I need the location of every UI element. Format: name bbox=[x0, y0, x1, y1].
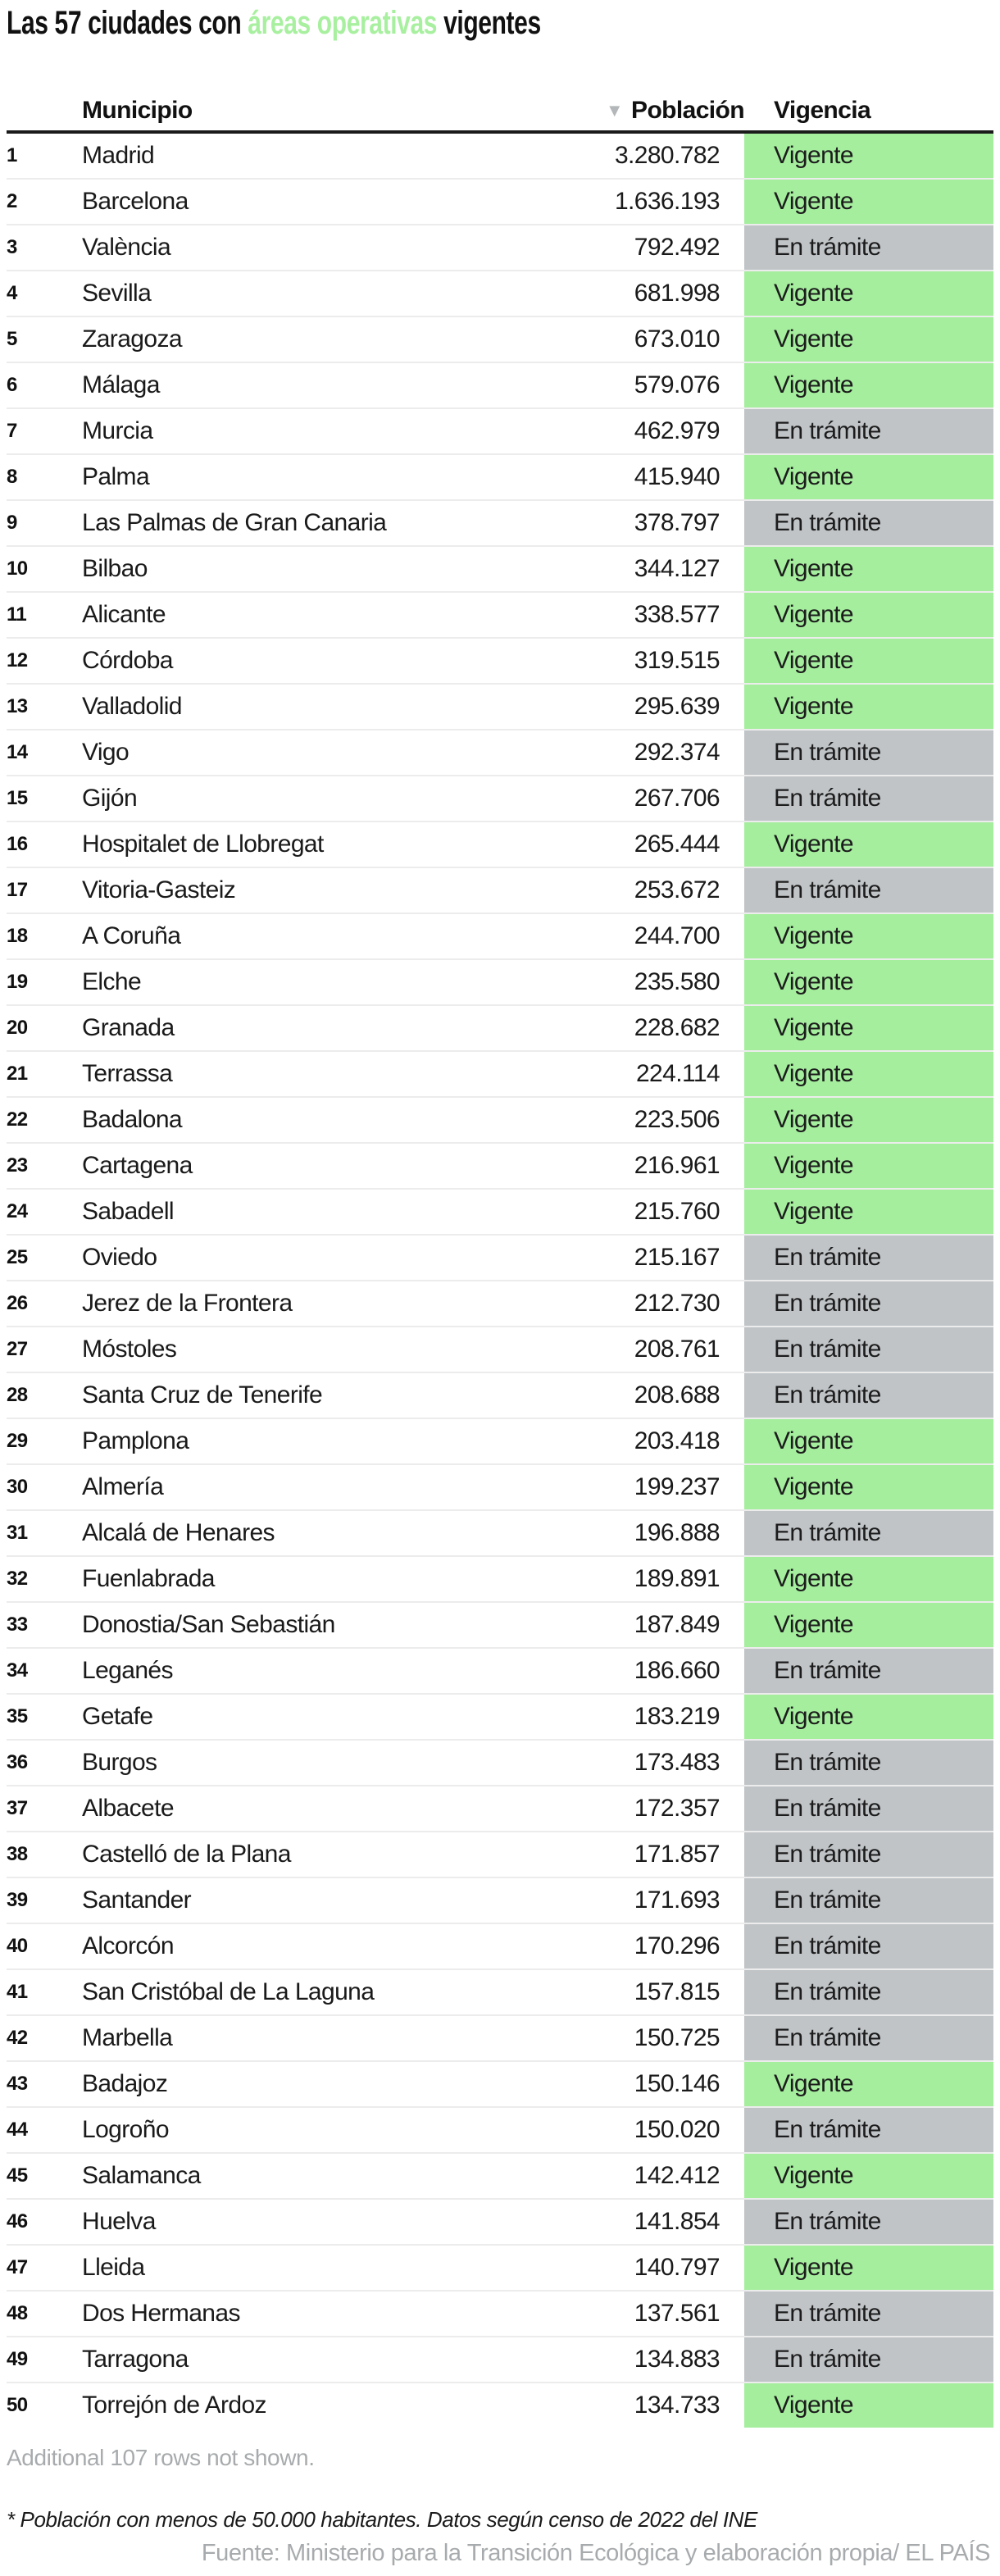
status-cell: Vigente bbox=[744, 1419, 993, 1463]
population-cell: 292.374 bbox=[634, 739, 720, 766]
additional-rows-note: Additional 107 rows not shown. bbox=[7, 2445, 315, 2470]
municipality-cell: A Coruña bbox=[82, 922, 181, 949]
row-rank: 5 bbox=[7, 328, 17, 350]
municipality-cell: Salamanca bbox=[82, 2162, 201, 2189]
status-cell: Vigente bbox=[744, 593, 993, 637]
title-prefix: Las 57 ciudades con bbox=[7, 5, 248, 41]
population-cell: 295.639 bbox=[634, 693, 720, 720]
table-row bbox=[7, 730, 993, 776]
table-row bbox=[7, 2062, 993, 2108]
municipality-cell: Móstoles bbox=[82, 1336, 177, 1363]
population-cell: 150.146 bbox=[634, 2070, 720, 2097]
status-cell: Vigente bbox=[744, 1695, 993, 1739]
row-rank: 20 bbox=[7, 1017, 28, 1039]
sort-descending-icon: ▼ bbox=[605, 99, 624, 121]
status-cell: Vigente bbox=[744, 1052, 993, 1096]
status-cell: Vigente bbox=[744, 2154, 993, 2198]
population-cell: 462.979 bbox=[634, 417, 720, 444]
population-cell: 187.849 bbox=[634, 1611, 720, 1638]
population-cell: 140.797 bbox=[634, 2254, 720, 2281]
column-header-poblacion[interactable] bbox=[548, 97, 744, 125]
municipality-cell: Córdoba bbox=[82, 647, 173, 674]
population-cell: 141.854 bbox=[634, 2208, 720, 2235]
table-row bbox=[7, 822, 993, 868]
population-cell: 344.127 bbox=[634, 555, 720, 582]
table-row bbox=[7, 547, 993, 593]
status-cell: En trámite bbox=[744, 1786, 993, 1831]
municipality-cell: Almería bbox=[82, 1473, 164, 1500]
table-row bbox=[7, 317, 993, 363]
row-rank: 35 bbox=[7, 1705, 28, 1727]
title-suffix: vigentes bbox=[437, 5, 541, 41]
status-cell: En trámite bbox=[744, 1649, 993, 1693]
row-rank: 25 bbox=[7, 1246, 28, 1268]
table-row bbox=[7, 1190, 993, 1236]
status-cell: En trámite bbox=[744, 1741, 993, 1785]
table-row bbox=[7, 1327, 993, 1373]
table-row bbox=[7, 2016, 993, 2062]
population-cell: 244.700 bbox=[634, 922, 720, 949]
row-rank: 50 bbox=[7, 2394, 28, 2416]
municipality-cell: Vitoria-Gasteiz bbox=[82, 876, 236, 903]
municipality-cell: Hospitalet de Llobregat bbox=[82, 831, 324, 858]
municipality-cell: Torrejón de Ardoz bbox=[82, 2392, 266, 2419]
municipality-cell: Málaga bbox=[82, 371, 160, 398]
population-cell: 216.961 bbox=[634, 1152, 720, 1179]
status-cell: Vigente bbox=[744, 363, 993, 407]
table-row bbox=[7, 1878, 993, 1924]
row-rank: 4 bbox=[7, 282, 17, 304]
table-row bbox=[7, 2246, 993, 2292]
municipality-cell: Granada bbox=[82, 1014, 175, 1041]
population-cell: 265.444 bbox=[634, 831, 720, 858]
table-row bbox=[7, 363, 993, 409]
status-cell: En trámite bbox=[744, 1878, 993, 1923]
row-rank: 31 bbox=[7, 1522, 28, 1544]
row-rank: 43 bbox=[7, 2073, 28, 2095]
row-rank: 28 bbox=[7, 1384, 28, 1406]
source-credit: Fuente: Ministerio para la Transición Ecológica y elaboración propia/ EL PAÍS bbox=[201, 2540, 990, 2566]
population-cell: 228.682 bbox=[634, 1014, 720, 1041]
municipality-cell: Lleida bbox=[82, 2254, 145, 2281]
table-row bbox=[7, 1924, 993, 1970]
status-cell: Vigente bbox=[744, 822, 993, 867]
municipality-cell: Madrid bbox=[82, 142, 155, 169]
municipality-cell: Las Palmas de Gran Canaria bbox=[82, 509, 387, 536]
status-cell: En trámite bbox=[744, 2200, 993, 2244]
table-row bbox=[7, 1052, 993, 1098]
row-rank: 6 bbox=[7, 374, 17, 396]
status-cell: Vigente bbox=[744, 547, 993, 591]
population-cell: 792.492 bbox=[634, 234, 720, 261]
municipality-cell: Zaragoza bbox=[82, 325, 182, 353]
status-cell: Vigente bbox=[744, 639, 993, 683]
poblacion-header-label: Población bbox=[631, 96, 744, 124]
title-highlight: áreas operativas bbox=[248, 5, 438, 41]
municipality-cell: Sevilla bbox=[82, 280, 152, 307]
row-rank: 8 bbox=[7, 466, 17, 488]
status-cell: Vigente bbox=[744, 2246, 993, 2290]
status-cell: Vigente bbox=[744, 685, 993, 729]
table-row bbox=[7, 2337, 993, 2383]
table-row bbox=[7, 180, 993, 225]
status-cell: En trámite bbox=[744, 776, 993, 821]
status-cell: Vigente bbox=[744, 180, 993, 224]
population-cell: 338.577 bbox=[634, 601, 720, 628]
row-rank: 12 bbox=[7, 649, 28, 671]
status-cell: Vigente bbox=[744, 1006, 993, 1050]
municipality-cell: València bbox=[82, 234, 171, 261]
municipality-cell: Dos Hermanas bbox=[82, 2300, 240, 2327]
row-rank: 13 bbox=[7, 695, 28, 717]
status-cell: Vigente bbox=[744, 960, 993, 1004]
table-row bbox=[7, 1465, 993, 1511]
status-cell: Vigente bbox=[744, 455, 993, 499]
row-rank: 16 bbox=[7, 833, 28, 855]
population-cell: 203.418 bbox=[634, 1427, 720, 1454]
row-rank: 24 bbox=[7, 1200, 28, 1222]
municipality-cell: Elche bbox=[82, 968, 142, 995]
row-rank: 18 bbox=[7, 925, 28, 947]
municipality-cell: Huelva bbox=[82, 2208, 156, 2235]
column-header-municipio[interactable]: Municipio bbox=[82, 96, 193, 124]
status-cell: En trámite bbox=[744, 2337, 993, 2382]
row-rank: 19 bbox=[7, 971, 28, 993]
row-rank: 3 bbox=[7, 236, 17, 258]
table-row bbox=[7, 2154, 993, 2200]
municipality-cell: Cartagena bbox=[82, 1152, 193, 1179]
row-rank: 29 bbox=[7, 1430, 28, 1452]
municipality-cell: Burgos bbox=[82, 1749, 157, 1776]
municipality-cell: Santander bbox=[82, 1886, 192, 1914]
table-row bbox=[7, 1236, 993, 1281]
status-cell: Vigente bbox=[744, 914, 993, 958]
status-cell: Vigente bbox=[744, 134, 993, 178]
population-cell: 212.730 bbox=[634, 1290, 720, 1317]
row-rank: 32 bbox=[7, 1568, 28, 1590]
population-cell: 235.580 bbox=[634, 968, 720, 995]
row-rank: 1 bbox=[7, 144, 17, 166]
status-cell: Vigente bbox=[744, 1557, 993, 1601]
status-cell: Vigente bbox=[744, 2062, 993, 2106]
population-cell: 681.998 bbox=[634, 280, 720, 307]
row-rank: 47 bbox=[7, 2256, 28, 2278]
status-cell: En trámite bbox=[744, 225, 993, 270]
municipality-cell: Logroño bbox=[82, 2116, 169, 2143]
population-cell: 199.237 bbox=[634, 1473, 720, 1500]
population-cell: 215.760 bbox=[634, 1198, 720, 1225]
population-cell: 173.483 bbox=[634, 1749, 720, 1776]
row-rank: 34 bbox=[7, 1659, 28, 1682]
row-rank: 37 bbox=[7, 1797, 28, 1819]
population-cell: 134.883 bbox=[634, 2346, 720, 2373]
population-cell: 157.815 bbox=[634, 1978, 720, 2005]
municipality-cell: Leganés bbox=[82, 1657, 173, 1684]
footnote: * Población con menos de 50.000 habitantes. Datos según censo de 2022 del INE bbox=[7, 2507, 757, 2532]
municipality-cell: Santa Cruz de Tenerife bbox=[82, 1381, 323, 1409]
table-row bbox=[7, 1006, 993, 1052]
municipality-cell: Fuenlabrada bbox=[82, 1565, 215, 1592]
population-cell: 172.357 bbox=[634, 1795, 720, 1822]
municipality-cell: Badajoz bbox=[82, 2070, 168, 2097]
population-cell: 208.688 bbox=[634, 1381, 720, 1409]
row-rank: 17 bbox=[7, 879, 28, 901]
municipality-cell: Oviedo bbox=[82, 1244, 157, 1271]
population-cell: 215.167 bbox=[634, 1244, 720, 1271]
population-cell: 189.891 bbox=[634, 1565, 720, 1592]
row-rank: 15 bbox=[7, 787, 28, 809]
status-cell: En trámite bbox=[744, 2016, 993, 2060]
table-row bbox=[7, 271, 993, 317]
population-cell: 142.412 bbox=[634, 2162, 720, 2189]
population-cell: 319.515 bbox=[634, 647, 720, 674]
status-cell: En trámite bbox=[744, 868, 993, 913]
table-row bbox=[7, 1786, 993, 1832]
row-rank: 38 bbox=[7, 1843, 28, 1865]
row-rank: 10 bbox=[7, 558, 28, 580]
municipality-cell: Castelló de la Plana bbox=[82, 1841, 291, 1868]
table-row bbox=[7, 868, 993, 914]
status-cell: Vigente bbox=[744, 1465, 993, 1509]
table-row bbox=[7, 1970, 993, 2016]
municipality-cell: San Cristóbal de La Laguna bbox=[82, 1978, 375, 2005]
municipality-cell: Vigo bbox=[82, 739, 130, 766]
table-row bbox=[7, 639, 993, 685]
table-row bbox=[7, 1557, 993, 1603]
municipality-cell: Marbella bbox=[82, 2024, 173, 2051]
status-cell: Vigente bbox=[744, 317, 993, 362]
population-cell: 415.940 bbox=[634, 463, 720, 490]
table-row bbox=[7, 1603, 993, 1649]
table-header-row bbox=[7, 90, 993, 134]
status-cell: En trámite bbox=[744, 1511, 993, 1555]
status-cell: Vigente bbox=[744, 1144, 993, 1188]
table-body bbox=[7, 134, 993, 2429]
status-cell: Vigente bbox=[744, 2383, 993, 2428]
municipality-cell: Albacete bbox=[82, 1795, 174, 1822]
row-rank: 23 bbox=[7, 1154, 28, 1176]
population-cell: 224.114 bbox=[635, 1060, 720, 1087]
table-row bbox=[7, 1281, 993, 1327]
row-rank: 48 bbox=[7, 2302, 28, 2324]
status-cell: Vigente bbox=[744, 271, 993, 316]
row-rank: 2 bbox=[7, 190, 17, 212]
status-cell: En trámite bbox=[744, 730, 993, 775]
table-row bbox=[7, 1649, 993, 1695]
status-cell: En trámite bbox=[744, 1373, 993, 1418]
municipality-cell: Alcalá de Henares bbox=[82, 1519, 275, 1546]
population-cell: 171.857 bbox=[634, 1841, 720, 1868]
municipality-cell: Alicante bbox=[82, 601, 166, 628]
population-cell: 1.636.193 bbox=[614, 188, 720, 215]
table-row bbox=[7, 960, 993, 1006]
table-row bbox=[7, 685, 993, 730]
row-rank: 44 bbox=[7, 2119, 28, 2141]
row-rank: 42 bbox=[7, 2027, 28, 2049]
population-cell: 171.693 bbox=[634, 1886, 720, 1914]
municipality-cell: Gijón bbox=[82, 785, 138, 812]
population-cell: 134.733 bbox=[634, 2392, 720, 2419]
row-rank: 22 bbox=[7, 1108, 28, 1131]
table-row bbox=[7, 2292, 993, 2337]
table-row bbox=[7, 225, 993, 271]
population-cell: 170.296 bbox=[634, 1932, 720, 1959]
status-cell: Vigente bbox=[744, 1603, 993, 1647]
row-rank: 7 bbox=[7, 420, 17, 442]
row-rank: 11 bbox=[7, 603, 27, 626]
municipality-cell: Bilbao bbox=[82, 555, 148, 582]
population-cell: 196.888 bbox=[634, 1519, 720, 1546]
chart-title bbox=[7, 3, 993, 43]
row-rank: 46 bbox=[7, 2210, 28, 2232]
table-row bbox=[7, 1098, 993, 1144]
row-rank: 21 bbox=[7, 1063, 28, 1085]
row-rank: 27 bbox=[7, 1338, 28, 1360]
row-rank: 9 bbox=[7, 512, 17, 534]
status-cell: En trámite bbox=[744, 1924, 993, 1968]
municipality-cell: Valladolid bbox=[82, 693, 182, 720]
table-row bbox=[7, 1373, 993, 1419]
row-rank: 40 bbox=[7, 1935, 28, 1957]
status-cell: En trámite bbox=[744, 2108, 993, 2152]
row-rank: 45 bbox=[7, 2164, 28, 2187]
table-row bbox=[7, 409, 993, 455]
municipality-cell: Badalona bbox=[82, 1106, 182, 1133]
table-row bbox=[7, 914, 993, 960]
row-rank: 36 bbox=[7, 1751, 28, 1773]
chart-title-text bbox=[7, 3, 541, 43]
population-cell: 378.797 bbox=[634, 509, 720, 536]
table-row bbox=[7, 2108, 993, 2154]
table-row bbox=[7, 1144, 993, 1190]
population-cell: 267.706 bbox=[634, 785, 720, 812]
population-cell: 150.725 bbox=[634, 2024, 720, 2051]
population-cell: 673.010 bbox=[634, 325, 720, 353]
table-row bbox=[7, 1511, 993, 1557]
status-cell: En trámite bbox=[744, 1327, 993, 1372]
municipality-cell: Getafe bbox=[82, 1703, 153, 1730]
municipality-cell: Terrassa bbox=[82, 1060, 173, 1087]
table-row bbox=[7, 2200, 993, 2246]
status-cell: En trámite bbox=[744, 1832, 993, 1877]
status-cell: En trámite bbox=[744, 409, 993, 453]
municipality-cell: Donostia/San Sebastián bbox=[82, 1611, 335, 1638]
status-cell: En trámite bbox=[744, 1281, 993, 1326]
table-row bbox=[7, 1832, 993, 1878]
municipality-cell: Sabadell bbox=[82, 1198, 174, 1225]
status-cell: En trámite bbox=[744, 1236, 993, 1280]
column-header-vigencia[interactable]: Vigencia bbox=[774, 96, 871, 124]
municipality-cell: Palma bbox=[82, 463, 150, 490]
row-rank: 39 bbox=[7, 1889, 28, 1911]
table-row bbox=[7, 1695, 993, 1741]
table-row bbox=[7, 776, 993, 822]
row-rank: 30 bbox=[7, 1476, 28, 1498]
population-cell: 579.076 bbox=[634, 371, 720, 398]
row-rank: 14 bbox=[7, 741, 28, 763]
status-cell: En trámite bbox=[744, 2292, 993, 2336]
table-row bbox=[7, 2383, 993, 2429]
population-cell: 137.561 bbox=[634, 2300, 720, 2327]
municipality-cell: Alcorcón bbox=[82, 1932, 174, 1959]
municipality-cell: Jerez de la Frontera bbox=[82, 1290, 293, 1317]
status-cell: Vigente bbox=[744, 1098, 993, 1142]
row-rank: 33 bbox=[7, 1613, 28, 1636]
table-row bbox=[7, 1741, 993, 1786]
row-rank: 49 bbox=[7, 2348, 28, 2370]
table-row bbox=[7, 134, 993, 180]
table-row bbox=[7, 1419, 993, 1465]
population-cell: 253.672 bbox=[634, 876, 720, 903]
table-row bbox=[7, 501, 993, 547]
municipality-cell: Pamplona bbox=[82, 1427, 189, 1454]
status-cell: En trámite bbox=[744, 1970, 993, 2014]
population-cell: 3.280.782 bbox=[614, 142, 720, 169]
status-cell: Vigente bbox=[744, 1190, 993, 1234]
municipality-cell: Murcia bbox=[82, 417, 153, 444]
population-cell: 208.761 bbox=[634, 1336, 720, 1363]
municipality-cell: Barcelona bbox=[82, 188, 189, 215]
population-cell: 183.219 bbox=[634, 1703, 720, 1730]
population-cell: 150.020 bbox=[634, 2116, 720, 2143]
table-row bbox=[7, 455, 993, 501]
status-cell: En trámite bbox=[744, 501, 993, 545]
table-row bbox=[7, 593, 993, 639]
population-cell: 223.506 bbox=[634, 1106, 720, 1133]
municipality-cell: Tarragona bbox=[82, 2346, 189, 2373]
row-rank: 26 bbox=[7, 1292, 28, 1314]
population-cell: 186.660 bbox=[634, 1657, 720, 1684]
row-rank: 41 bbox=[7, 1981, 28, 2003]
